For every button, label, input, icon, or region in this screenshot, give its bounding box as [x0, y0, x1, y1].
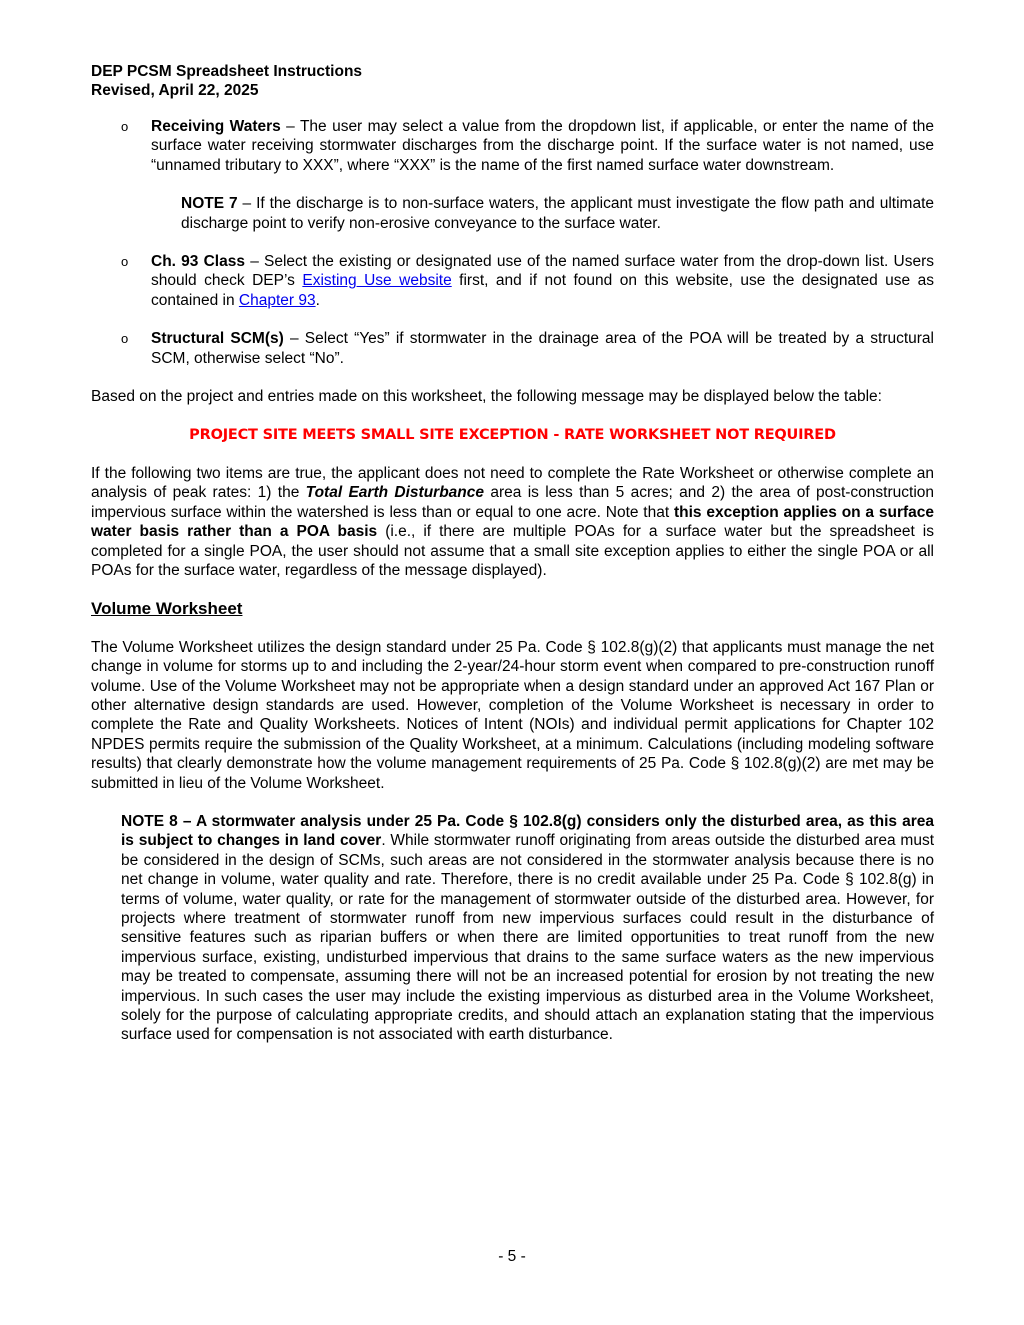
ch93-class-item — [91, 252, 934, 310]
volume-worksheet-heading: Volume Worksheet — [91, 599, 243, 619]
document-page — [91, 62, 934, 1045]
note-text: – If the discharge is to non-surface waters, the applicant must investigate the flow path and ultimate discharge point to verify non-erosive conveyance to the surface water. — [181, 195, 934, 232]
note-8 — [91, 812, 934, 1045]
item-text: first, and if not found on this website, use the designated use as contained in — [151, 272, 934, 309]
exception-emphasis: this exception applies on a surface water basis rather than a POA basis — [91, 503, 934, 541]
paragraph-text: If the following two items are true, the applicant does not need to complete the Rate Worksheet or otherwise complete an analysis of peak rates: 1) the — [91, 464, 934, 502]
item-text: – Select “Yes” if stormwater in the drainage area of the POA will be treated by a structural SCM, otherwise select “No”. — [151, 330, 935, 367]
page-number: - 5 - — [498, 1248, 526, 1265]
note-7 — [91, 194, 934, 233]
existing-use-website-link[interactable]: Existing Use website — [302, 272, 452, 290]
document-header — [91, 62, 934, 100]
note-label: NOTE 7 — [181, 195, 238, 213]
bullet-marker: o — [121, 119, 129, 134]
header-revision-date: Revised, April 22, 2025 — [91, 82, 259, 99]
item-term: Receiving Waters — [151, 118, 281, 135]
volume-worksheet-paragraph: The Volume Worksheet utilizes the design standard under 25 Pa. Code § 102.8(g)(2) that applicants must manage the net change in volume for storms up to and including the 2-year/24-hour storm event when compared to pre-construction runoff volume. Use of the Volume Worksheet may not be appropriate when a design standard under an approved Act 167 Plan or other alternative design standards are used. However, completion of the Volume Worksheet is necessary in order to complete the Rate and Quality Worksheets. Notices of Intent (NOIs) and individual permit applications for Chapter 102 NPDES permits require the submission of the Quality Worksheet, at a minimum. Calculations (including modeling software results) that clearly demonstrate how the volume management requirements of 25 Pa. Code § 102.8(g)(2) are met may be submitted in lieu of the Volume Worksheet. — [91, 638, 934, 792]
item-text: – Select the existing or designated use of the named surface water from the drop-down list. Users should check DEP’s — [151, 253, 934, 290]
total-earth-disturbance-term: Total Earth Disturbance — [305, 484, 484, 502]
structural-scm-item — [91, 329, 934, 368]
small-site-exception-banner: PROJECT SITE MEETS SMALL SITE EXCEPTION - RATE WORKSHEET NOT REQUIRED — [189, 427, 836, 444]
item-term: Structural SCM(s) — [151, 330, 284, 348]
bullet-marker: o — [121, 254, 129, 270]
note-8-bold-text: NOTE 8 – A stormwater analysis under 25 Pa. Code § 102.8(g) considers only the disturbed area, as this area is subject to changes in land cover — [121, 812, 934, 850]
message-intro: Based on the project and entries made on this worksheet, the following message may be displayed below the table: — [91, 388, 882, 406]
paragraph-text: area is less than 5 acres; and 2) the area of post-construction impervious surface within the watershed is less than or equal to one acre. Note that — [91, 484, 935, 521]
item-text: – The user may select a value from the dropdown list, if applicable, or enter the name of the surface water receiving stormwater discharges from the discharge point. If the surface water is not named, use “unnamed tributary to XXX”, where “XXX” is the name of the first named surface water downstream. — [151, 118, 935, 174]
bullet-marker: o — [121, 331, 129, 347]
note-8-text: . While stormwater runoff originating from areas outside the disturbed area must be considered in the design of SCMs, such areas are not considered in the stormwater analysis because there is no net change in volume, water quality and rate. Therefore, there is no credit available under 25 Pa. Code § 102.8(g) in terms of volume, water quality, or rate for the management of stormwater outside of the disturbed area. However, for projects where treatment of stormwater runoff from new impervious surfaces could result in the disturbance of sensitive features such as riparian buffers or when there are limited opportunities to treat runoff from the new impervious surface, existing, undisturbed impervious that drains to the same surface waters as the new impervious may be treated to compensate, assuming there will not be an increased potential for erosion by not treating the new impervious. In such cases the user may include the existing impervious as disturbed area in the Volume Worksheet, solely for the purpose of calculating appropriate credits, and should attach an explanation stating that the impervious surface used for compensation is not associated with earth disturbance. — [121, 832, 935, 1044]
exception-paragraph — [91, 464, 934, 580]
item-text: . — [315, 291, 320, 309]
receiving-waters-item — [91, 117, 934, 175]
paragraph-text: (i.e., if there are multiple POAs for a surface water but the spreadsheet is completed for a single POA, the user should not assume that a small site exception applies to either the single POA or all POAs for the surface water, regardless of the message displayed). — [91, 523, 934, 579]
chapter-93-link[interactable]: Chapter 93 — [238, 291, 316, 309]
header-title: DEP PCSM Spreadsheet Instructions — [91, 63, 363, 80]
item-term: Ch. 93 Class — [151, 253, 245, 271]
